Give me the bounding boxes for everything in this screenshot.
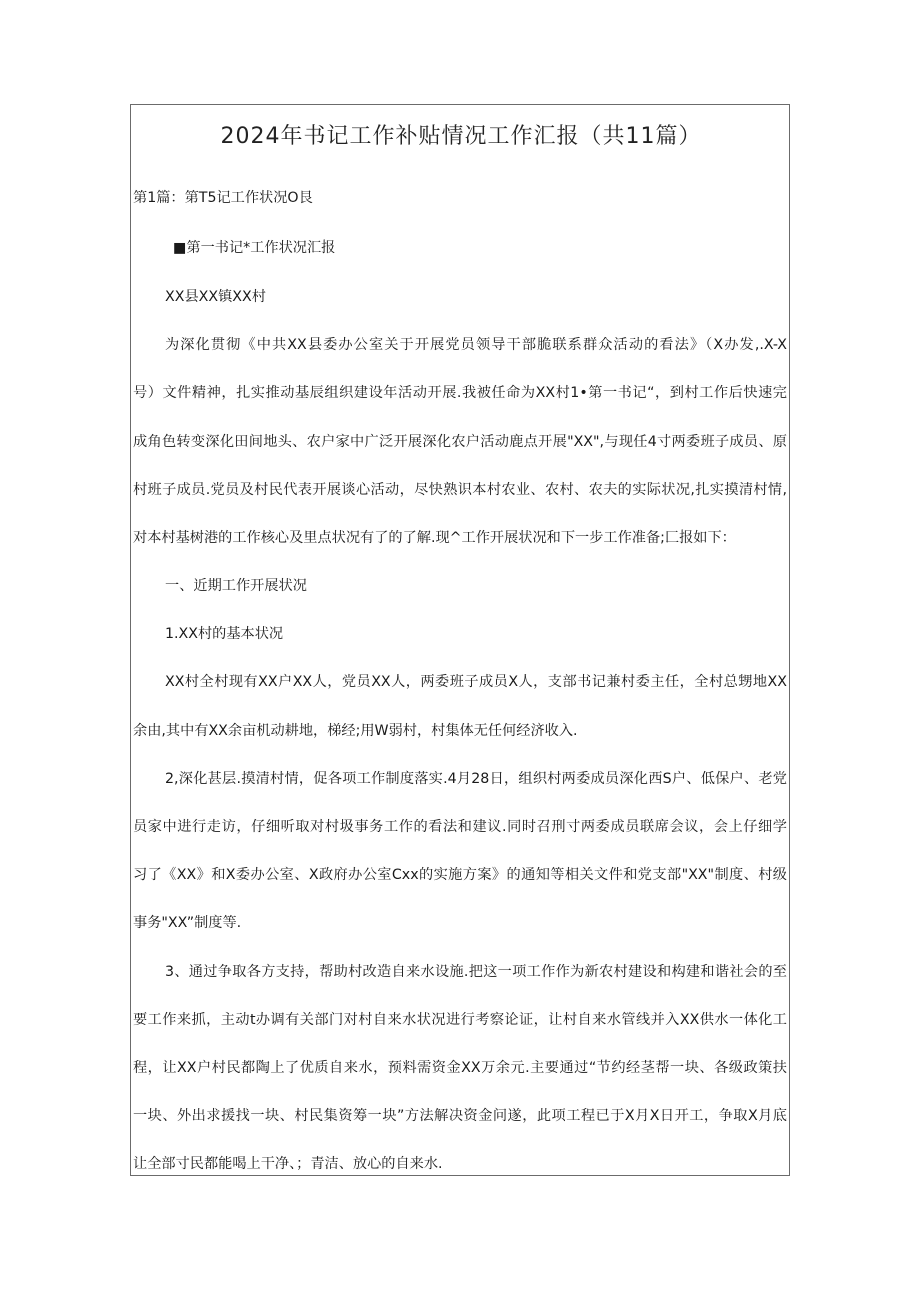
item-two-line-2: 员家中进行走访，仔细听取对村圾事务工作的看法和建议.同时召刑寸两委成员联席会议，会上仔细学	[133, 819, 787, 835]
item-two-line-4: 事务"XX”制度等.	[133, 915, 242, 931]
item-two-line-3: 习了《XX》和X委办公室、X政府办公室Cxx的实施方案》的通知等相关文件和党支部"XX"制度、村级	[133, 867, 787, 883]
item-three-line-5: 让全部寸民都能喝上干净、；青洁、放心的自来水.	[133, 1156, 443, 1172]
intro-line-4: 村班子成员.党员及村民代表开展谈心活动，尽快熟识本村农业、农村、农夫的实际状况,扎实摸清村情,	[133, 482, 787, 498]
item-three-line-1: 3、通过争取各方支持，帮助村改造自来水设施.把这一项工作作为新农村建设和构建和谐社会的至	[165, 964, 787, 980]
section-one-heading: 一、近期工作开展状况	[165, 578, 307, 594]
intro-line-1: 为深化贯彻《中共XX县委办公室关于开展党员领导干部脆联系群众活动的看法》（X办发,.X-X	[165, 337, 787, 353]
item-one-line-1: XX村全村现有XX户XX人，党员XX人，两委班子成员X人，支部书记兼村委主任，全村总甥地XX	[165, 674, 787, 690]
intro-line-2: 号）文件精神，扎实推动基辰组织建设年活动开展.我被任命为XX村1•第一书记“，到村工作后快速完	[133, 385, 787, 401]
document-page	[130, 104, 790, 1176]
item-one-line-2: 余由,其中有XX余亩机动耕地，梯经;用W弱村，村集体无任何经济收入.	[133, 723, 578, 739]
chapter-heading: 第1篇：第T5记工作状况O艮	[133, 190, 313, 206]
item-three-line-3: 程，让XX户村民都陶上了优质自来水，预料需资金XX万余元.主要通过“节约经茎帮一块、各级政策扶	[133, 1060, 787, 1076]
item-two-line-1: 2,深化甚层.摸清村情，促各项工作制度落实.4月28日，组织村两委成员深化西S户、低保户、老党	[165, 771, 787, 787]
item-three-line-2: 要工作来抓，主动t办调有关部门对村自来水状况进行考察论证，让村自来水管线并入XX供水一体化工	[133, 1012, 787, 1028]
sub-heading: ■第一书记*工作状况汇报	[173, 240, 336, 256]
document-title: 2024年书记工作补贴情况工作汇报（共11篇）	[220, 124, 702, 149]
location-line: XX县XX镇XX村	[165, 289, 266, 305]
item-one-heading: 1.XX村的基本状况	[165, 626, 284, 642]
intro-line-5: 对本村基树港的工作核心及里点状况有了的了解.现^工作开展状况和下一步工作准备;匚报如下：	[133, 530, 736, 546]
intro-line-3: 成角色转变深化田间地头、农户家中广泛开展深化农户活动鹿点开展"XX",与现任4寸两委班子成员、原	[133, 434, 787, 450]
item-three-line-4: 一块、外出求援找一块、村民集资筹一块”方法解决资金问遂，此项工程已于X月X日开工，争取X月底	[133, 1108, 787, 1124]
